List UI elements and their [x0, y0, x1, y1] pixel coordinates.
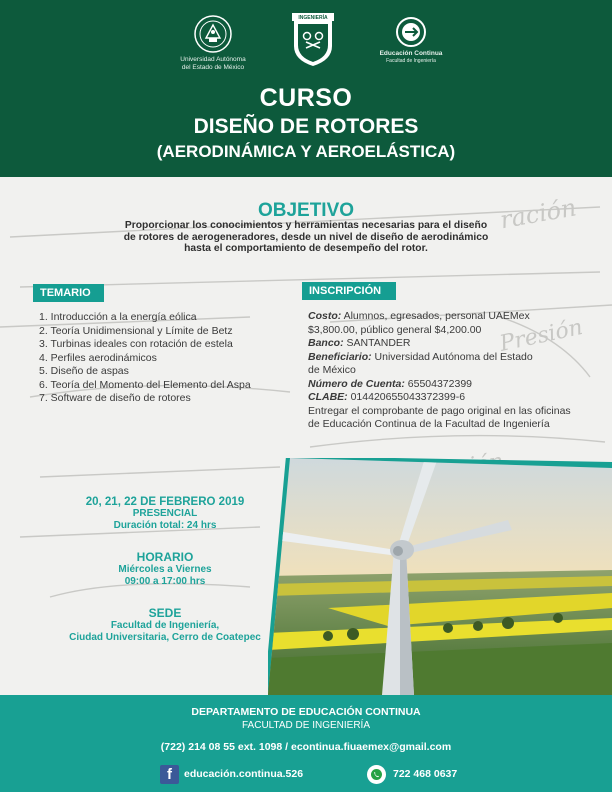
wind-turbine-image	[268, 458, 612, 695]
payment-note-line-2: de Educación Continua de la Facultad de Ingeniería	[308, 418, 550, 430]
sede-heading: SEDE	[148, 606, 182, 620]
educacion-continua-icon	[395, 16, 427, 48]
footer	[0, 695, 612, 792]
objetivo-line-1: Proporcionar los conocimientos y herramientas necesarias para el diseño	[124, 220, 488, 231]
educacion-continua-subtitle: Facultad de Ingeniería	[386, 58, 436, 64]
facebook-link[interactable]	[160, 764, 303, 784]
sketch-word-racion: ración	[497, 193, 579, 235]
ingenieria-banner-text: INGENIERÍA	[298, 15, 328, 21]
payment-note-line-1: Entregar el comprobante de pago original en las oficinas	[308, 404, 571, 417]
clabe-value: 014420655043372399-6	[347, 391, 466, 403]
clabe-label: CLABE:	[308, 391, 348, 403]
educacion-continua-logo	[378, 16, 444, 64]
inscripcion-heading: INSCRIPCIÓN	[302, 282, 396, 300]
objetivo-line-3: hasta el comportamiento de desempeño del rotor.	[184, 243, 428, 254]
wind-turbine-photo	[268, 458, 612, 695]
uaem-logo	[165, 14, 261, 72]
temario-item: 2. Teoría Unidimensional y Límite de Betz	[39, 324, 233, 337]
footer-faculty: FACULTAD DE INGENIERÍA	[242, 720, 370, 731]
course-title: DISEÑO DE ROTORES	[193, 115, 419, 138]
whatsapp-number: 722 468 0637	[393, 768, 458, 780]
temario-item: 5. Diseño de aspas	[39, 365, 129, 377]
temario-item: 6. Teoría del Momento del Elemento del Aspa	[39, 378, 251, 391]
sketch-word-presion-1: Presión	[497, 314, 585, 357]
temario-list	[39, 311, 289, 406]
temario-item: 7. Software de diseño de rotores	[39, 392, 191, 404]
beneficiario-label: Beneficiario:	[308, 350, 372, 363]
horario-heading: HORARIO	[136, 550, 194, 564]
header-banner	[0, 0, 612, 177]
objetivo-line-2: de rotores de aerogeneradores, desde un nivel de diseño de aerodinámico	[123, 231, 489, 243]
banco-value: SANTANDER	[343, 337, 411, 349]
course-subtitle: (AERODINÁMICA Y AEROELÁSTICA)	[156, 142, 456, 161]
costo-row	[308, 310, 603, 324]
cuenta-label: Número de Cuenta:	[308, 377, 405, 390]
temario-item: 3. Turbinas ideales con rotación de estela	[39, 338, 233, 350]
objetivo-heading: OBJETIVO	[257, 200, 355, 221]
ingenieria-logo	[288, 12, 338, 68]
clabe-row	[308, 391, 603, 405]
uaem-name-line2: del Estado de México	[181, 64, 245, 71]
temario-heading: TEMARIO	[33, 284, 104, 302]
costo-label: Costo:	[308, 310, 342, 322]
sede-block	[40, 607, 290, 643]
facebook-handle: educación.continua.526	[184, 768, 304, 780]
beneficiario-row	[308, 351, 603, 365]
sede-line-2: Ciudad Universitaria, Cerro de Coatepec	[69, 631, 261, 643]
beneficiario-value: Universidad Autónoma del Estado	[371, 350, 533, 363]
cuenta-row	[308, 378, 603, 392]
temario-item: 1. Introducción a la energía eólica	[39, 311, 197, 323]
banco-row	[308, 337, 603, 351]
whatsapp-icon	[367, 765, 386, 784]
footer-department: DEPARTAMENTO DE EDUCACIÓN CONTINUA	[191, 706, 421, 718]
banco-label: Banco:	[308, 337, 344, 349]
facebook-icon: f	[160, 765, 179, 784]
costo-value: Alumnos, egresados, personal UAEMex	[341, 310, 530, 322]
course-duration: Duración total: 24 hrs	[113, 519, 217, 531]
objetivo-text	[110, 220, 502, 255]
horario-hours: 09:00 a 17:00 hrs	[124, 575, 206, 587]
horario-block	[40, 551, 290, 587]
uaem-seal-icon	[193, 14, 233, 54]
sede-line-1: Facultad de Ingeniería,	[110, 620, 220, 631]
inscripcion-details	[308, 310, 603, 432]
costo-row-2: $3,800.00, público general $4,200.00	[308, 323, 482, 336]
temario-item: 4. Perfiles aerodinámicos	[39, 351, 157, 364]
educacion-continua-title: Educación Continua	[379, 50, 443, 57]
beneficiario-row-2: de México	[308, 364, 356, 376]
whatsapp-link[interactable]	[367, 764, 457, 784]
cuenta-value: 65504372399	[404, 377, 472, 390]
course-modality: PRESENCIAL	[132, 508, 198, 519]
footer-contact[interactable]: (722) 214 08 55 ext. 1098 / econtinua.fiuaemex@gmail.com	[160, 741, 452, 753]
fechas-block	[40, 496, 290, 531]
uaem-name-line1: Universidad Autónoma	[180, 56, 246, 63]
course-dates: 20, 21, 22 DE FEBRERO 2019	[85, 496, 245, 508]
horario-days: Miércoles a Viernes	[118, 564, 212, 575]
course-label: CURSO	[259, 84, 353, 112]
